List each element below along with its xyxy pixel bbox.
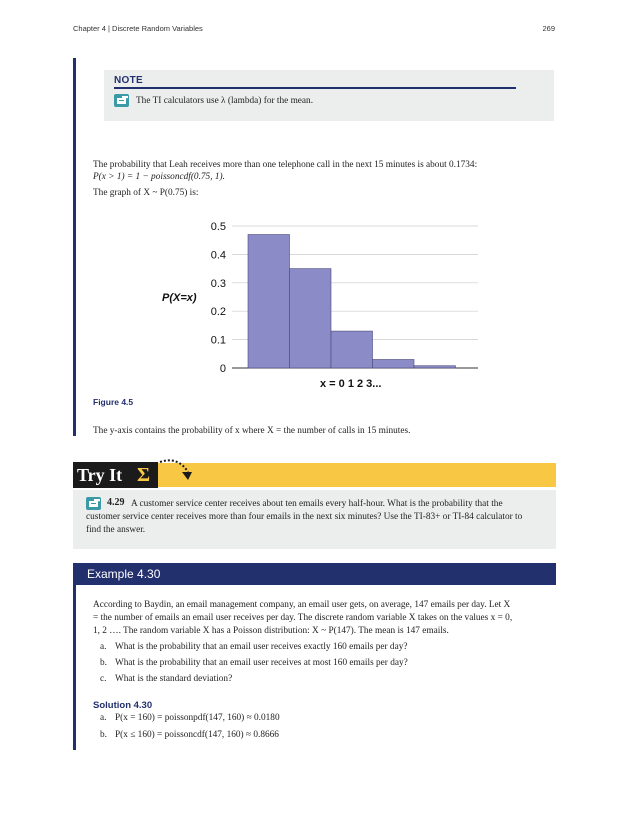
paragraph-graph-intro: The graph of X ~ P(0.75) is: [93,188,199,198]
try-it-text-line-2: customer service center receives more than four emails in the next six minutes? Use the TI-83+ or TI-84 calculator to [86,512,523,522]
chart-y-tick-label: 0.3 [210,277,226,290]
answer-letter: a. [100,713,107,723]
example-text-line-1: According to Baydin, an email management company, an email user gets, on average, 147 emails per day. Let X [93,600,511,610]
chart-bar-2 [331,331,373,368]
example-text-line-2: = the number of emails an email user receives per day. The discrete random variable X takes on the values x = 0, [93,613,513,623]
question-letter: a. [100,642,107,652]
try-it-text-line-1: A customer service center receives about ten emails every half-hour. What is the probability that the [131,499,503,509]
poisson-bar-chart [150,215,480,395]
running-header-chapter: Chapter 4 | Discrete Random Variables [73,24,203,33]
chart-y-tick-label: 0.1 [210,334,226,347]
paragraph-poissoncdf-formula: P(x > 1) = 1 − poissoncdf(0.75, 1). [93,172,225,182]
question-letter: b. [100,658,107,668]
pointing-hand-icon [114,94,129,107]
question-text: What is the probability that an email user receives at most 160 emails per day? [115,658,408,668]
pointing-hand-icon [86,497,101,510]
example-sidebar-rule [73,585,76,750]
figure-label: Figure 4.5 [93,397,134,407]
arrow-icon [158,458,194,484]
chart-bar-1 [290,269,332,368]
figure-caption: The y-axis contains the probability of x where X = the number of calls in 15 minutes. [93,426,411,436]
note-text: The TI calculators use λ (lambda) for the mean. [136,96,314,106]
try-it-number: 4.29 [107,497,125,508]
chart-x-axis-label: x = 0 1 2 3... [320,378,382,390]
example-text-line-3: 1, 2 …. The random variable X has a Poisson distribution: X ~ P(147). The mean is 147 emails. [93,626,449,636]
note-title: NOTE [114,75,143,86]
chart-bar-4 [414,366,456,368]
question-text: What is the standard deviation? [115,674,233,684]
solution-title: Solution 4.30 [93,700,153,711]
answer-text: P(x ≤ 160) = poissoncdf(147, 160) ≈ 0.8666 [115,730,279,740]
chart-y-axis-label: P(X=x) [162,292,197,304]
chart-y-tick-label: 0.5 [210,221,226,233]
section-sidebar-rule [73,58,76,436]
sigma-icon: Σ [137,464,151,486]
chart-y-tick-label: 0.4 [210,249,226,262]
question-text: What is the probability that an email user receives exactly 160 emails per day? [115,642,408,652]
chart-bar-0 [248,235,290,368]
answer-letter: b. [100,730,107,740]
try-it-label: Try It [73,462,158,488]
chart-y-tick-label: 0 [219,363,226,375]
chart-y-tick-label: 0.2 [210,306,226,319]
answer-text: P(x = 160) = poissonpdf(147, 160) ≈ 0.0180 [115,713,280,723]
page-number: 269 [542,24,555,33]
question-letter: c. [100,674,107,684]
example-title: Example 4.30 [73,563,556,585]
paragraph-leah-probability: The probability that Leah receives more than one telephone call in the next 15 minutes is about 0.1734: [93,160,478,170]
chart-bar-3 [373,359,415,368]
note-divider [114,87,516,89]
try-it-text-line-3: find the answer. [86,525,146,535]
